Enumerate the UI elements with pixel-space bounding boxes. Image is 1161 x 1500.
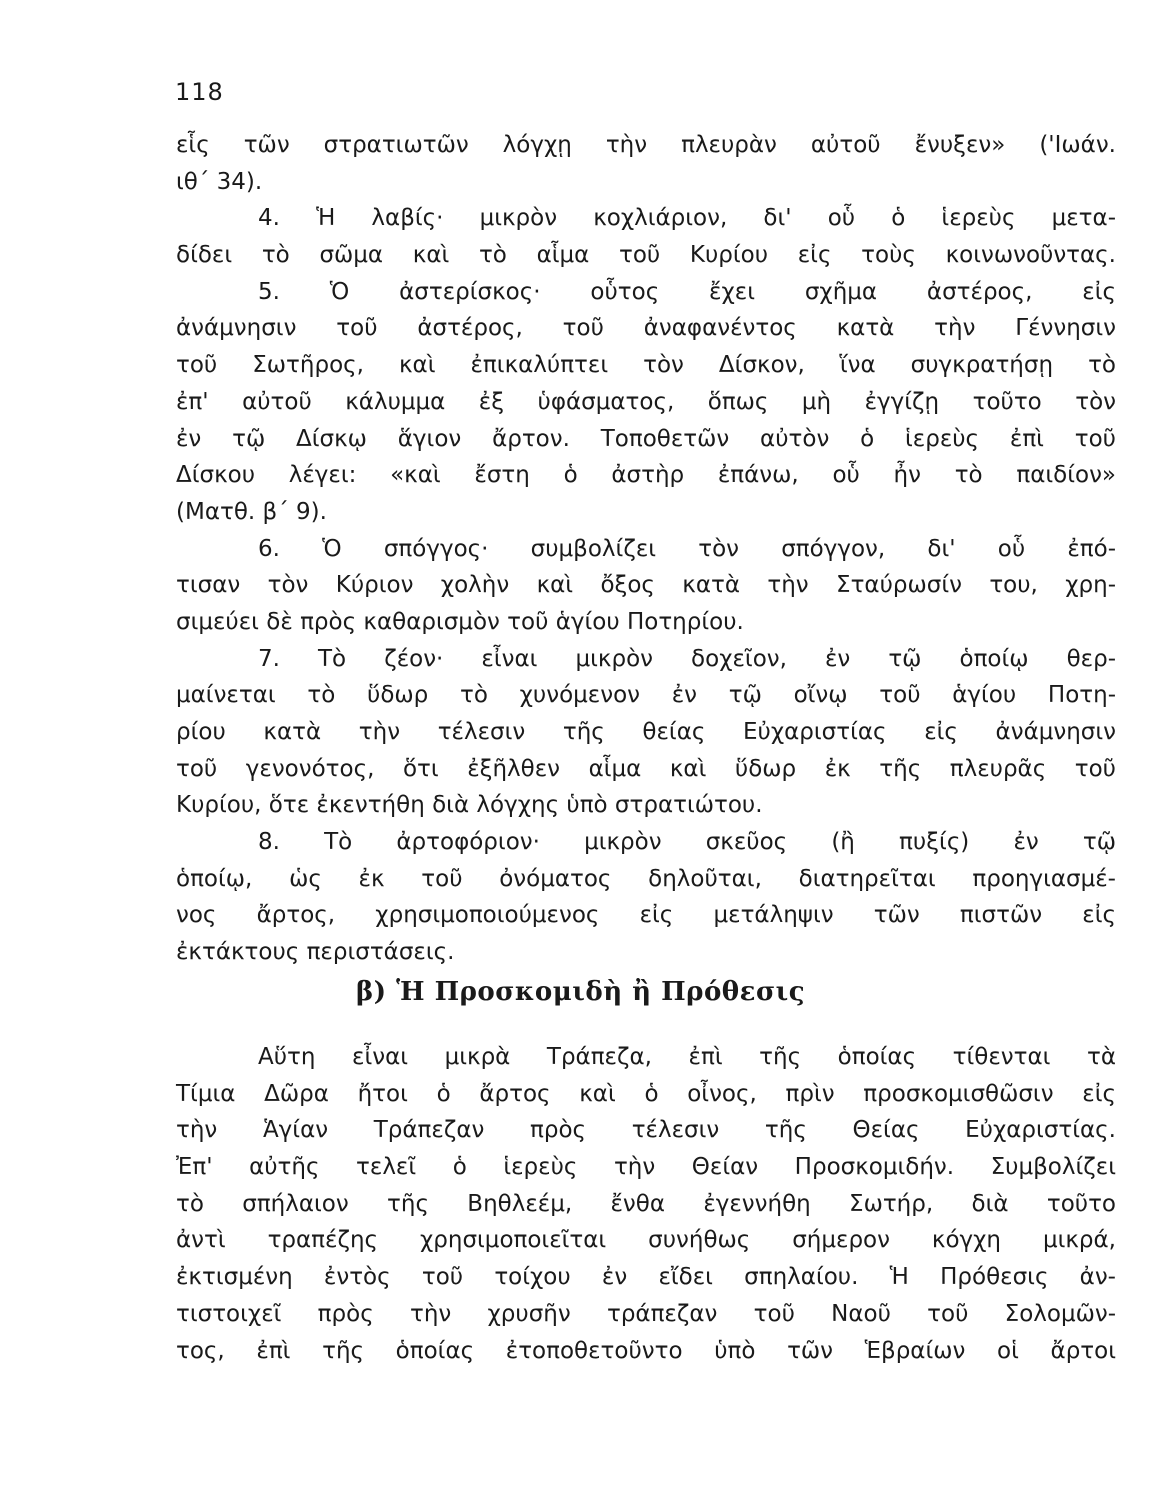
text-line: Δίσκου λέγει: «καὶ ἔστη ὁ ἀστὴρ ἐπάνω, οὗ ἦν τὸ παιδίον» xyxy=(176,462,1116,489)
page-number: 118 xyxy=(175,78,224,106)
text-line: Ἐπ' αὐτῆς τελεῖ ὁ ἱερεὺς τὴν Θείαν Προσκομιδήν. Συμβολίζει xyxy=(176,1154,1116,1181)
section-2-text xyxy=(176,1039,1116,1369)
text-line: ἐκτισμένη ἐντὸς τοῦ τοίχου ἐν εἴδει σπηλαίου. Ἡ Πρόθεσις ἀν- xyxy=(176,1264,1116,1291)
text-line: ἀνάμνησιν τοῦ ἀστέρος, τοῦ ἀναφανέντος κατὰ τὴν Γέννησιν xyxy=(176,315,1116,342)
text-line: δίδει τὸ σῶμα καὶ τὸ αἷμα τοῦ Κυρίου εἰς τοὺς κοινωνοῦντας. xyxy=(176,242,1116,269)
text-line: μαίνεται τὸ ὕδωρ τὸ χυνόμενον ἐν τῷ οἴνῳ τοῦ ἁγίου Ποτη- xyxy=(176,682,1116,709)
text-line: 6. Ὁ σπόγγος· συμβολίζει τὸν σπόγγον, δι' οὗ ἐπό- xyxy=(258,535,1116,562)
text-line: τοῦ γενονότος, ὅτι ἐξῆλθεν αἷμα καὶ ὕδωρ ἐκ τῆς πλευρᾶς τοῦ xyxy=(176,755,1116,782)
text-line: 8. Τὸ ἀρτοφόριον· μικρὸν σκεῦος (ἢ πυξίς) ἐν τῷ xyxy=(258,829,1116,856)
text-line: 7. Τὸ ζέον· εἶναι μικρὸν δοχεῖον, ἐν τῷ ὁποίῳ θερ- xyxy=(258,645,1116,672)
text-line: τὸ σπήλαιον τῆς Βηθλεέμ, ἔνθα ἐγεννήθη Σωτήρ, διὰ τοῦτο xyxy=(176,1190,1116,1217)
text-line: ἀντὶ τραπέζης χρησιμοποιεῖται συνήθως σήμερον κόγχη μικρά, xyxy=(176,1227,1116,1254)
text-line: ἐν τῷ Δίσκῳ ἅγιον ἄρτον. Τοποθετῶν αὐτὸν ὁ ἱερεὺς ἐπὶ τοῦ xyxy=(176,425,1116,452)
text-line: τισαν τὸν Κύριον χολὴν καὶ ὄξος κατὰ τὴν Σταύρωσίν του, χρη- xyxy=(176,572,1116,599)
text-line: τοῦ Σωτῆρος, καὶ ἐπικαλύπτει τὸν Δίσκον, ἵνα συγκρατήσῃ τὸ xyxy=(176,352,1116,379)
text-line: 4. Ἡ λαβίς· μικρὸν κοχλιάριον, δι' οὗ ὁ ἱερεὺς μετα- xyxy=(258,205,1116,232)
text-line: τὴν Ἁγίαν Τράπεζαν πρὸς τέλεσιν τῆς Θείας Εὐχαριστίας. xyxy=(176,1117,1116,1144)
text-line: ἐκτάκτους περιστάσεις. xyxy=(176,939,455,966)
text-line: ὁποίῳ, ὡς ἐκ τοῦ ὀνόματος δηλοῦται, διατηρεῖται προηγιασμέ- xyxy=(176,865,1116,892)
text-line: σιμεύει δὲ πρὸς καθαρισμὸν τοῦ ἁγίου Ποτηρίου. xyxy=(176,608,744,635)
text-line: νος ἄρτος, χρησιμοποιούμενος εἰς μετάληψιν τῶν πιστῶν εἰς xyxy=(176,902,1116,929)
text-line: ἐπ' αὐτοῦ κάλυμμα ἐξ ὑφάσματος, ὅπως μὴ ἐγγίζῃ τοῦτο τὸν xyxy=(176,388,1116,415)
section-1-text xyxy=(176,127,1116,971)
text-line: τος, ἐπὶ τῆς ὁποίας ἐτοποθετοῦντο ὑπὸ τῶν Ἑβραίων οἱ ἄρτοι xyxy=(176,1337,1116,1364)
text-line: τιστοιχεῖ πρὸς τὴν χρυσῆν τράπεζαν τοῦ Ναοῦ τοῦ Σολομῶν- xyxy=(176,1300,1116,1327)
text-line: εἷς τῶν στρατιωτῶν λόγχῃ τὴν πλευρὰν αὐτοῦ ἔνυξεν» ('Ιωάν. xyxy=(176,132,1116,158)
text-line: Τίμια Δῶρα ἤτοι ὁ ἄρτος καὶ ὁ οἶνος, πρὶν προσκομισθῶσιν εἰς xyxy=(176,1080,1116,1107)
text-line: (Ματθ. β΄ 9). xyxy=(176,498,327,525)
text-line: Κυρίου, ὅτε ἐκεντήθη διὰ λόγχης ὑπὸ στρατιώτου. xyxy=(176,792,763,819)
text-line: Αὕτη εἶναι μικρὰ Τράπεζα, ἐπὶ τῆς ὁποίας τίθενται τὰ xyxy=(258,1044,1116,1070)
text-line: ρίου κατὰ τὴν τέλεσιν τῆς θείας Εὐχαριστίας εἰς ἀνάμνησιν xyxy=(176,719,1116,745)
section-heading: β) Ἡ Προσκομιδὴ ἢ Πρόθεσις xyxy=(355,977,806,1007)
text-line: ιθ΄ 34). xyxy=(176,168,263,195)
text-line: 5. Ὁ ἀστερίσκος· οὗτος ἔχει σχῆμα ἀστέρος, εἰς xyxy=(258,278,1116,305)
